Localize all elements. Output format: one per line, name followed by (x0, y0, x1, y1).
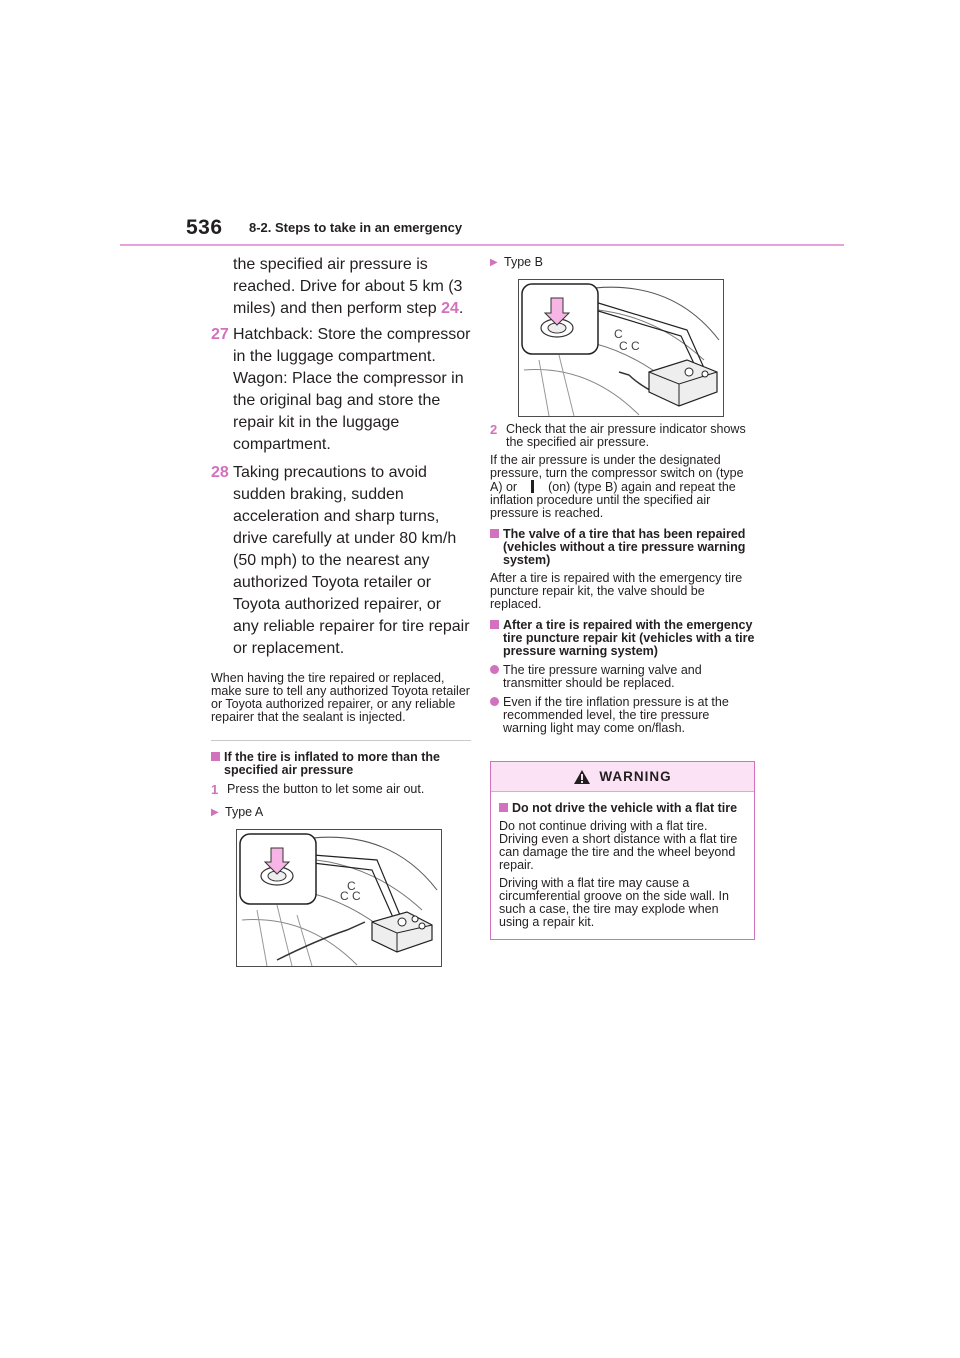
valve-heading-text: The valve of a tire that has been repaired (vehicles without a tire pressure warning system) (503, 527, 746, 567)
step-reference: 24 (441, 300, 459, 317)
under-pressure-text-2: (on) (type B) (548, 480, 618, 494)
repair-note: When having the tire repaired or replaced, make sure to tell any authorized Toyota retailer or Toyota authorized repairer, or any reliable repairer that the sealant is injected. (211, 671, 470, 724)
warning-para-1: Do not continue driving with a flat tire. Driving even a short distance with a flat tire can damage the tire and the wheel beyond repair. (499, 819, 738, 872)
step-number: 27 (211, 326, 229, 343)
step-28 (211, 462, 471, 660)
valve-para: After a tire is repaired with the emergency tire puncture repair kit, the valve should be replaced. (490, 571, 743, 611)
step-text: Hatchback: Store the compressor in the luggage compartment. Wagon: Place the compressor in the original bag and store the repair kit in the luggage compartment. (233, 326, 471, 453)
header-rule (120, 244, 844, 246)
type-b-illustration (518, 279, 724, 417)
svg-text:C: C (614, 327, 623, 341)
type-a-label (211, 806, 471, 819)
round-bullet-icon (490, 697, 499, 706)
square-bullet-icon (499, 803, 508, 812)
page-number: 536 (186, 216, 223, 239)
step-text: Taking precautions to avoid sudden braking, sudden acceleration and sharp turns, drive carefully at under 80 km/h (50 mph) to the nearest any authorized Toyota retailer or Toyota authorized repairer, or any reliable repairer for tire repair or replacement. (233, 464, 470, 657)
step-number: 1 (211, 782, 219, 797)
warning-title: WARNING (599, 769, 672, 784)
square-bullet-icon (211, 752, 220, 761)
tpws-heading-text: After a tire is repaired with the emergency tire puncture repair kit (vehicles with a tire pressure warning system) (503, 618, 755, 658)
overinflated-step (211, 783, 471, 796)
square-bullet-icon (490, 529, 499, 538)
svg-text:C C: C C (619, 339, 640, 353)
step-text: Press the button to let some air out. (227, 782, 425, 796)
type-b-label (490, 256, 755, 269)
tpws-bullet-1 (490, 664, 755, 690)
valve-heading (490, 528, 755, 567)
check-step (490, 423, 755, 449)
step-number: 28 (211, 464, 229, 481)
overinflated-heading (211, 751, 471, 777)
under-pressure-text-1: If the air pressure is under the designated pressure, turn the compressor switch on (type A) or (490, 453, 744, 494)
type-a-label-text: Type A (225, 805, 264, 819)
right-column (490, 254, 755, 940)
switch-on-icon (531, 480, 534, 493)
step-27 (211, 324, 471, 456)
step-text: Check that the air pressure indicator shows the specified air pressure. (506, 422, 746, 449)
step-continuation-end: . (458, 300, 464, 317)
compressor-type-b-drawing (519, 280, 723, 416)
overinflated-heading-text: If the tire is inflated to more than the specified air pressure (224, 750, 440, 777)
section-title: 8-2. Steps to take in an emergency (249, 220, 463, 235)
step-continuation (211, 254, 471, 320)
triangle-arrow-icon: ▶ (490, 257, 498, 268)
divider (211, 740, 471, 741)
warning-header (491, 762, 754, 792)
warning-box (490, 761, 755, 940)
type-a-illustration (236, 829, 442, 967)
warning-para-2: Driving with a flat tire may cause a circumferential groove on the side wall. In such a case, the tire may explode when using a repair kit. (499, 876, 729, 929)
under-pressure-text-3: again and repeat the inflation procedure until the specified air pressure is reached. (490, 480, 736, 520)
step-number: 2 (490, 422, 498, 437)
compressor-type-a-drawing (237, 830, 441, 966)
warning-heading-text: Do not drive the vehicle with a flat tire (512, 801, 738, 815)
svg-text:C: C (347, 879, 356, 893)
type-b-label-text: Type B (504, 255, 543, 269)
round-bullet-icon (490, 665, 499, 674)
svg-text:C C: C C (340, 889, 361, 903)
tpws-heading (490, 619, 755, 658)
triangle-arrow-icon: ▶ (211, 807, 219, 818)
under-pressure-para (490, 454, 755, 520)
warning-heading (499, 802, 746, 815)
warning-triangle-icon (573, 769, 591, 785)
warning-body (491, 792, 754, 939)
step-continuation-text: the specified air pressure is reached. Drive for about 5 km (3 miles) and then perform step (233, 256, 463, 317)
bullet-text: Even if the tire inflation pressure is at the recommended level, the tire pressure warning light may come on/flash. (503, 695, 729, 735)
square-bullet-icon (490, 620, 499, 629)
bullet-text: The tire pressure warning valve and transmitter should be replaced. (503, 663, 702, 690)
tpws-bullet-2 (490, 696, 755, 735)
left-column (211, 254, 471, 967)
